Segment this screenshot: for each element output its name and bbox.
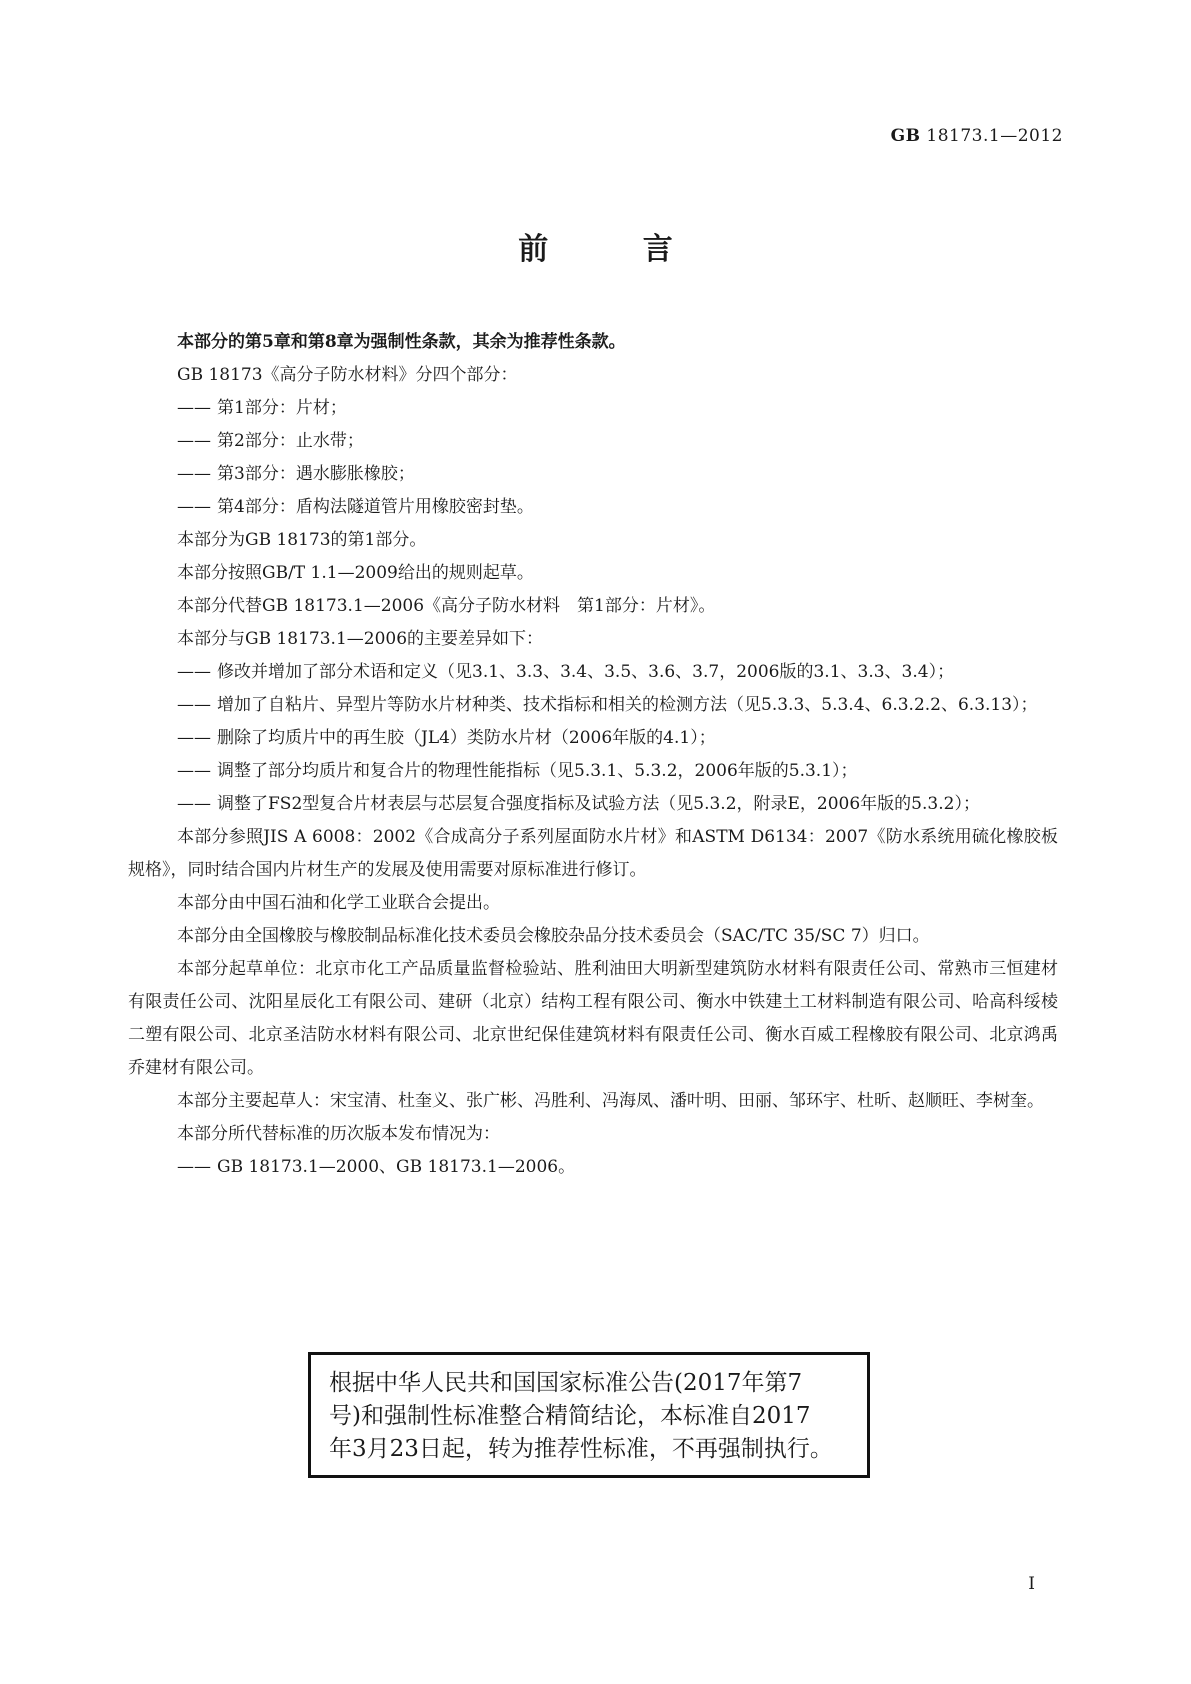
change-item-text: 修改并增加了部分术语和定义（见3.1、3.3、3.4、3.5、3.6、3.7，2006版的3.1、3.3、3.4）； bbox=[217, 662, 955, 682]
dash-mark: —— bbox=[177, 1157, 211, 1177]
foreword-body bbox=[128, 326, 1058, 1184]
list-item-text: 第2部分：止水带； bbox=[217, 431, 364, 451]
paragraph-technical-committee: 本部分由全国橡胶与橡胶制品标准化技术委员会橡胶杂品分技术委员会（SAC/TC 35/SC 7）归口。 bbox=[177, 926, 930, 946]
paragraph-parts-intro: GB 18173《高分子防水材料》分四个部分： bbox=[177, 365, 518, 385]
change-item bbox=[128, 656, 1058, 689]
paragraph-history-intro: 本部分所代替标准的历次版本发布情况为： bbox=[177, 1124, 500, 1144]
dash-mark: —— bbox=[177, 662, 211, 682]
standard-code-number: 18173.1—2012 bbox=[926, 126, 1063, 146]
change-item bbox=[128, 689, 1058, 722]
standard-code-prefix: GB bbox=[890, 126, 921, 146]
paragraph-drafting-rules: 本部分按照GB/T 1.1—2009给出的规则起草。 bbox=[177, 563, 534, 583]
change-item-text: 调整了FS2型复合片材表层与芯层复合强度指标及试验方法（见5.3.2，附录E，2006年版的5.3.2）； bbox=[217, 794, 980, 814]
list-item-part4 bbox=[128, 491, 1058, 524]
change-item bbox=[128, 755, 1058, 788]
list-item-text: 第4部分：盾构法隧道管片用橡胶密封垫。 bbox=[217, 497, 534, 517]
dash-mark: —— bbox=[177, 431, 211, 451]
change-item bbox=[128, 788, 1058, 821]
paragraph-drafting-units: 本部分起草单位：北京市化工产品质量监督检验站、胜利油田大明新型建筑防水材料有限责任公司、常熟市三恒建材有限责任公司、沈阳星辰化工有限公司、建研（北京）结构工程有限公司、衡水中铁建土工材料制造有限公司、哈高科绥棱二塑有限公司、北京圣洁防水材料有限公司、北京世纪保佳建筑材料有限责任公司、衡水百威工程橡胶有限公司、北京鸿禹乔建材有限公司。 bbox=[128, 959, 1058, 1078]
page-title: 前 言 bbox=[518, 232, 715, 267]
list-item-history bbox=[128, 1151, 1058, 1184]
notice-line: 年3月23日起，转为推荐性标准，不再强制执行。 bbox=[329, 1436, 833, 1462]
paragraph-drafters: 本部分主要起草人：宋宝清、杜奎义、张广彬、冯胜利、冯海凤、潘叶明、田丽、邹环宇、杜昕、赵顺旺、李树奎。 bbox=[177, 1091, 1044, 1111]
standard-code-header bbox=[891, 126, 1063, 146]
change-item bbox=[128, 722, 1058, 755]
notice-line: 号)和强制性标准整合精简结论，本标准自2017 bbox=[329, 1403, 811, 1429]
notice-line: 根据中华人民共和国国家标准公告(2017年第7 bbox=[329, 1370, 803, 1396]
list-item-part1 bbox=[128, 392, 1058, 425]
paragraph-differences-intro: 本部分与GB 18173.1—2006的主要差异如下： bbox=[177, 629, 544, 649]
dash-mark: —— bbox=[177, 695, 211, 715]
list-item-part3 bbox=[128, 458, 1058, 491]
paragraph-proposed-by: 本部分由中国石油和化学工业联合会提出。 bbox=[177, 893, 500, 913]
list-item-text: 第3部分：遇水膨胀橡胶； bbox=[217, 464, 415, 484]
list-item-text: GB 18173.1—2000、GB 18173.1—2006。 bbox=[217, 1157, 576, 1177]
change-item-text: 调整了部分均质片和复合片的物理性能指标（见5.3.1、5.3.2，2006年版的5.3.1）； bbox=[217, 761, 858, 781]
dash-mark: —— bbox=[177, 497, 211, 517]
paragraph-references: 本部分参照JIS A 6008：2002《合成高分子系列屋面防水片材》和ASTM D6134：2007《防水系统用硫化橡胶板规格》，同时结合国内片材生产的发展及使用需要对原标准进行修订。 bbox=[128, 827, 1058, 880]
change-item-text: 删除了均质片中的再生胶（JL4）类防水片材（2006年版的4.1）； bbox=[217, 728, 716, 748]
page-number: I bbox=[1028, 1574, 1035, 1594]
dash-mark: —— bbox=[177, 464, 211, 484]
dash-mark: —— bbox=[177, 728, 211, 748]
mandatory-clause-statement: 本部分的第5章和第8章为强制性条款，其余为推荐性条款。 bbox=[177, 332, 626, 352]
paragraph-replaces: 本部分代替GB 18173.1—2006《高分子防水材料 第1部分：片材》。 bbox=[177, 596, 716, 616]
dash-mark: —— bbox=[177, 398, 211, 418]
list-item-part2 bbox=[128, 425, 1058, 458]
paragraph-part-number: 本部分为GB 18173的第1部分。 bbox=[177, 530, 427, 550]
dash-mark: —— bbox=[177, 761, 211, 781]
change-item-text: 增加了自粘片、异型片等防水片材种类、技术指标和相关的检测方法（见5.3.3、5.3.4、6.3.2.2、6.3.13）； bbox=[217, 695, 1038, 715]
dash-mark: —— bbox=[177, 794, 211, 814]
list-item-text: 第1部分：片材； bbox=[217, 398, 347, 418]
status-notice-box bbox=[308, 1352, 870, 1478]
